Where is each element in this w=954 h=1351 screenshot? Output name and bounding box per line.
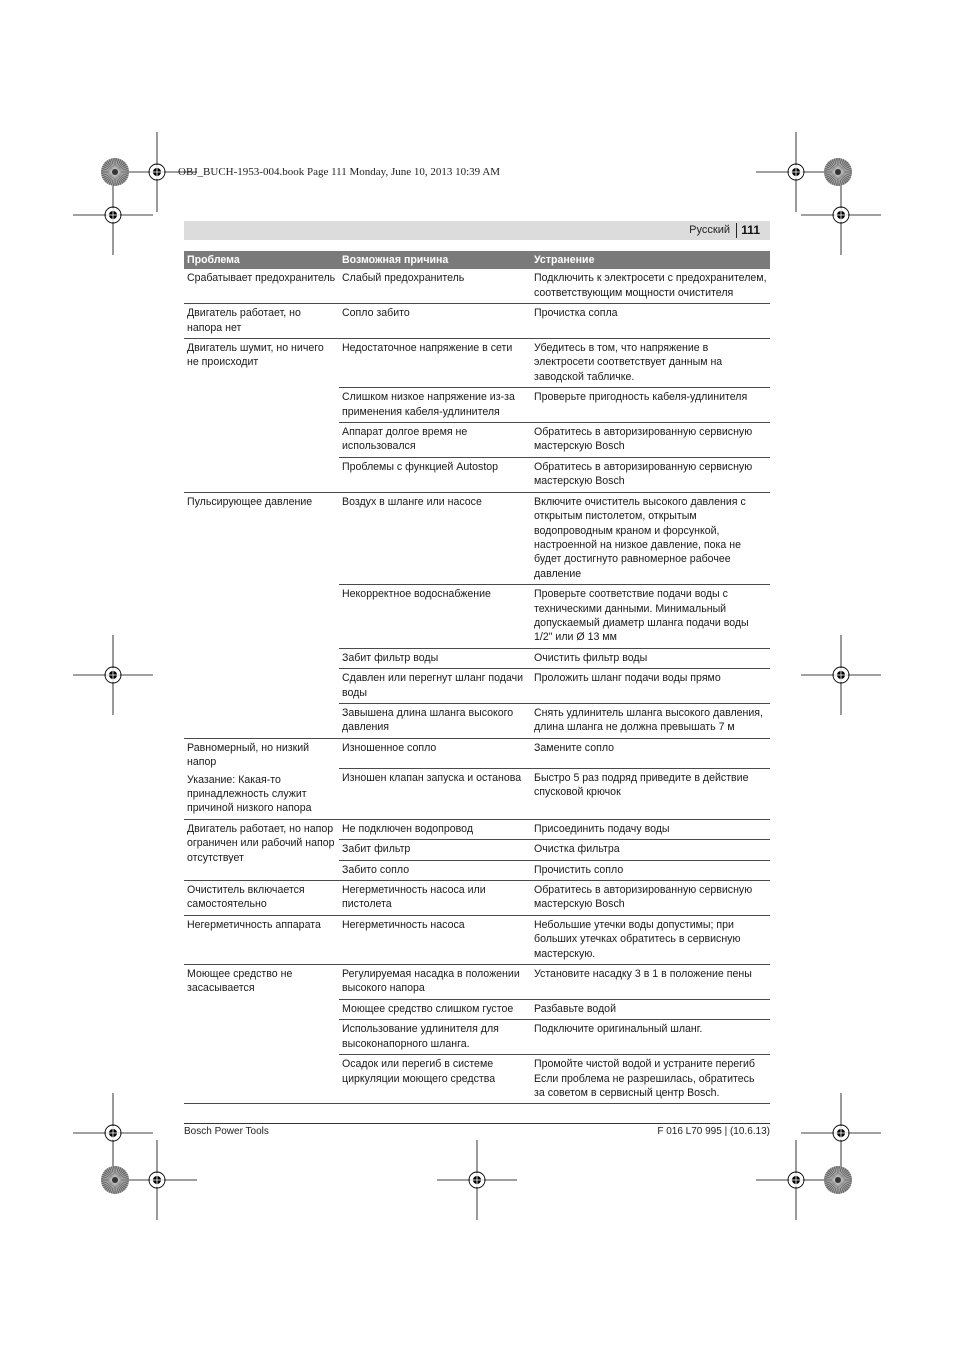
cause-cell: Использование удлинителя для высоконапорного шланга. — [339, 1020, 531, 1055]
problem-cell — [184, 738, 339, 819]
cause-cell: Слишком низкое напряжение из-за применения кабеля-удлинителя — [339, 388, 531, 423]
crop-mark-icon — [437, 1140, 517, 1220]
remedy-cell: Очистка фильтра — [531, 840, 770, 860]
problem-text: Двигатель работает, но напора нет — [187, 307, 301, 334]
problem-cell — [184, 269, 339, 303]
remedy-cell: Присоединить подачу воды — [531, 819, 770, 839]
problem-cell — [184, 339, 339, 493]
remedy-cell: Обратитесь в авторизированную сервисную мастерскую Bosch — [531, 423, 770, 458]
remedy-cell: Подключите оригинальный шланг. — [531, 1020, 770, 1055]
cause-cell: Проблемы с функцией Autostop — [339, 457, 531, 492]
remedy-cell: Установите насадку 3 в 1 в положение пены — [531, 965, 770, 1000]
table-row — [184, 304, 770, 339]
registration-rosette-icon — [100, 157, 130, 187]
registration-rosette-icon — [823, 157, 853, 187]
table-body — [184, 269, 770, 1103]
crop-mark-icon — [801, 635, 881, 715]
problem-text: Моющее средство не засасывается — [187, 968, 293, 995]
remedy-cell: Проложить шланг подачи воды прямо — [531, 669, 770, 704]
remedy-cell: Быстро 5 раз подряд приведите в действие спусковой крючок — [531, 768, 770, 819]
remedy-cell: Замените сопло — [531, 738, 770, 768]
cause-cell: Негерметичность насоса или пистолета — [339, 881, 531, 916]
remedy-cell: Подключить к электросети с предохранителем, соответствующим мощности очистителя — [531, 269, 770, 303]
troubleshooting-table — [184, 251, 770, 1104]
cause-cell: Недостаточное напряжение в сети — [339, 339, 531, 388]
problem-text: Пульсирующее давление — [187, 495, 313, 508]
cause-cell: Регулируемая насадка в положении высокого напора — [339, 965, 531, 1000]
remedy-cell: Включите очиститель высокого давления с открытым пистолетом, открытым водопроводным краном и форсункой, настроенной на низкое давление, пока не будет достигнуто равномерное рабочее давление — [531, 492, 770, 584]
column-header-cause: Возможная причина — [339, 251, 531, 269]
cause-cell: Забит фильтр — [339, 840, 531, 860]
cause-cell: Некорректное водоснабжение — [339, 585, 531, 649]
table-row — [184, 881, 770, 916]
remedy-cell: Прочистить сопло — [531, 860, 770, 880]
remedy-cell: Прочистка сопла — [531, 304, 770, 339]
problem-cell — [184, 492, 339, 738]
cause-cell: Моющее средство слишком густое — [339, 999, 531, 1019]
cause-cell: Забито сопло — [339, 860, 531, 880]
table-row — [184, 492, 770, 584]
cause-cell: Негерметичность насоса — [339, 915, 531, 964]
crop-mark-icon — [73, 635, 153, 715]
page-header — [184, 221, 770, 240]
registration-rosette-icon — [100, 1165, 130, 1195]
language-label: Русский — [689, 224, 730, 236]
cause-cell: Слабый предохранитель — [339, 269, 531, 303]
remedy-cell: Очистить фильтр воды — [531, 648, 770, 668]
problem-text: Двигатель работает, но напор ограничен или рабочий напор отсутствует — [187, 822, 335, 864]
remedy-cell: Проверьте соответствие подачи воды с техническими данными. Минимальный допускаемый диаметр шланга подачи воды 1/2" или Ø 13 мм — [531, 585, 770, 649]
cause-cell: Забит фильтр воды — [339, 648, 531, 668]
problem-cell — [184, 304, 339, 339]
footer-doc-code: F 016 L70 995 | (10.6.13) — [657, 1126, 770, 1137]
remedy-cell: Убедитесь в том, что напряжение в электросети соответствует данным на заводской табличке. — [531, 339, 770, 388]
problem-text: Негерметичность аппарата — [187, 918, 321, 931]
cause-cell: Изношенное сопло — [339, 738, 531, 768]
page-number: 111 — [741, 223, 760, 237]
header-separator — [736, 223, 737, 238]
footer-brand: Bosch Power Tools — [184, 1126, 269, 1137]
problem-note: Указание: Какая-то принадлежность служит причиной низкого напора — [187, 773, 312, 815]
cause-cell: Изношен клапан запуска и останова — [339, 768, 531, 819]
remedy-cell: Обратитесь в авторизированную сервисную мастерскую Bosch — [531, 457, 770, 492]
file-slug: OBJ_BUCH-1953-004.book Page 111 Monday, June 10, 2013 10:39 AM — [178, 166, 501, 178]
remedy-cell: Проверьте пригодность кабеля-удлинителя — [531, 388, 770, 423]
problem-cell — [184, 819, 339, 880]
crop-mark-icon — [73, 175, 153, 255]
footer-rule — [184, 1123, 770, 1124]
cause-cell: Завышена длина шланга высокого давления — [339, 703, 531, 738]
problem-text: Очиститель включается самостоятельно — [187, 884, 305, 911]
cause-cell: Сопло забито — [339, 304, 531, 339]
table-row — [184, 965, 770, 1000]
remedy-cell: Промойте чистой водой и устраните перегиб Если проблема не разрешилась, обратитесь за советом в сервисный центр Bosch. — [531, 1055, 770, 1104]
table-header-row — [184, 251, 770, 269]
crop-mark-icon — [801, 175, 881, 255]
problem-cell — [184, 965, 339, 1104]
column-header-problem: Проблема — [184, 251, 339, 269]
table-row — [184, 738, 770, 768]
table-row — [184, 915, 770, 964]
table-row — [184, 819, 770, 839]
cause-cell: Воздух в шланге или насосе — [339, 492, 531, 584]
table-row — [184, 269, 770, 303]
table-row — [184, 339, 770, 388]
remedy-cell: Снять удлинитель шланга высокого давления, длина шланга не должна превышать 7 м — [531, 703, 770, 738]
problem-text: Двигатель шумит, но ничего не происходит — [187, 342, 324, 369]
cause-cell: Не подключен водопровод — [339, 819, 531, 839]
remedy-cell: Разбавьте водой — [531, 999, 770, 1019]
problem-cell — [184, 915, 339, 964]
remedy-cell: Обратитесь в авторизированную сервисную мастерскую Bosch — [531, 881, 770, 916]
column-header-remedy: Устранение — [531, 251, 770, 269]
remedy-cell: Небольшие утечки воды допустимы; при больших утечках обратитесь в сервисную мастерскую. — [531, 915, 770, 964]
registration-rosette-icon — [823, 1165, 853, 1195]
problem-text: Срабатывает предохранитель — [187, 272, 336, 285]
problem-cell — [184, 881, 339, 916]
cause-cell: Аппарат долгое время не использовался — [339, 423, 531, 458]
cause-cell: Сдавлен или перегнут шланг подачи воды — [339, 669, 531, 704]
problem-text: Равномерный, но низкий напор — [187, 741, 310, 769]
cause-cell: Осадок или перегиб в системе циркуляции моющего средства — [339, 1055, 531, 1104]
